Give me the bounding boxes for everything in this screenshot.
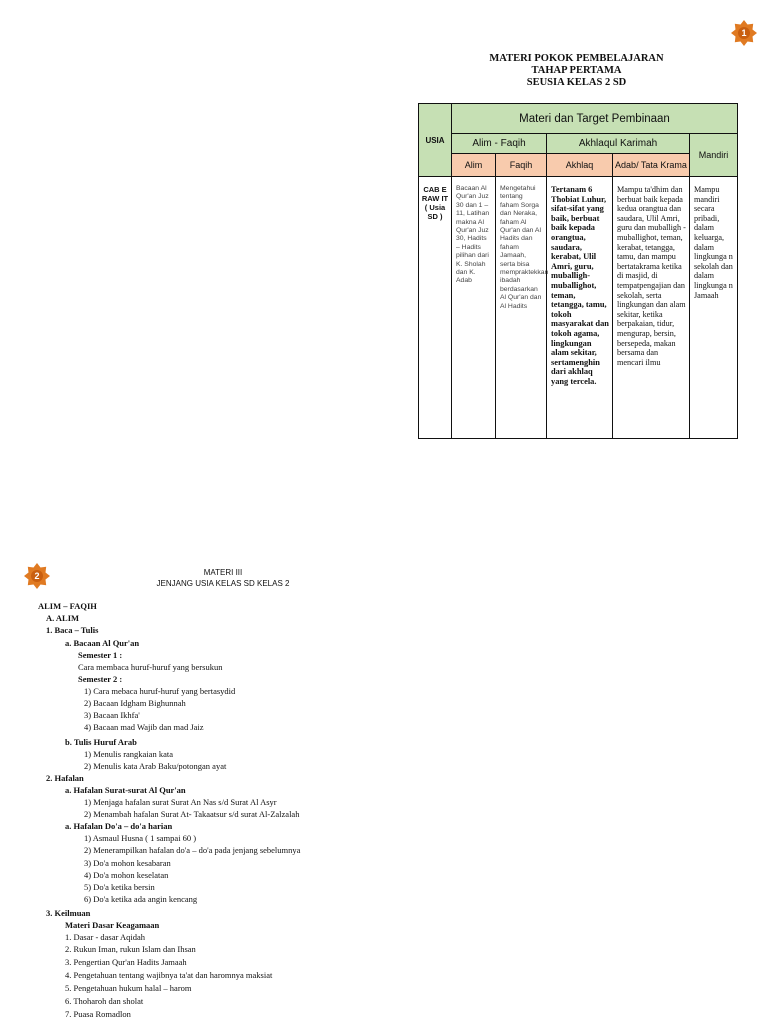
outline-line: 2. Rukun Iman, rukun Islam dan Ihsan [65, 944, 196, 954]
outline-line: a. Bacaan Al Qur'an [65, 638, 140, 648]
outline-line: 2) Menambah hafalan Surat At- Takaatsur s/d surat Al-Zalzalah [84, 809, 300, 819]
outline-line: 7. Puasa Romadlon [65, 1009, 131, 1019]
usia-header: USIA [419, 104, 452, 177]
outline-line: 3) Bacaan Ikhfa' [84, 710, 140, 720]
outline-line: 1) Menulis rangkaian kata [84, 749, 173, 759]
title-line: MATERI POKOK PEMBELAJARAN [489, 53, 664, 64]
outline-line: Semester 1 : [78, 650, 123, 660]
title-line: MATERI III [203, 568, 243, 577]
section2-title [120, 567, 326, 589]
outline-line: Cara membaca huruf-huruf yang bersukun [78, 662, 223, 672]
outline-line: 1. Baca – Tulis [46, 625, 99, 635]
outline-line: 1) Menjaga hafalan surat Surat An Nas s/d Surat Al Asyr [84, 797, 277, 807]
faqih-header: Faqih [496, 154, 547, 177]
page-badge-2 [24, 563, 50, 589]
outline-line: 6) Do'a ketika ada angin kencang [84, 894, 198, 904]
title-line: TAHAP PERTAMA [531, 65, 622, 76]
materi-table [418, 103, 738, 439]
akhlaq-header: Akhlaq [547, 154, 613, 177]
outline-line: 3. Pengertian Qur'an Hadits Jamaah [65, 957, 187, 967]
mandiri-header: Mandiri [690, 134, 738, 177]
outline-line: a. Hafalan Do'a – do'a harian [65, 821, 173, 831]
alim-faqih-header: Alim - Faqih [452, 134, 547, 154]
outline-line: 4. Pengetahuan tentang wajibnya ta'at dan haromnya maksiat [65, 970, 273, 980]
adab-header: Adab/ Tata Krama [613, 154, 690, 177]
outline-line: 3) Do'a mohon kesabaran [84, 858, 171, 868]
outline-line: Semester 2 : [78, 674, 123, 684]
outline-line: 5) Do'a ketika bersin [84, 882, 155, 892]
badge-number: 1 [741, 28, 747, 38]
outline-line: a. Hafalan Surat-surat Al Qur'an [65, 785, 186, 795]
outline-line: 1) Cara mebaca huruf-huruf yang bertasydid [84, 686, 236, 696]
page-badge-1 [731, 20, 757, 46]
outline-line: 5. Pengetahuan hukum halal – harom [65, 983, 192, 993]
title-line: SEUSIA KELAS 2 SD [526, 77, 627, 88]
outline-line: 6. Thoharoh dan sholat [65, 996, 144, 1006]
alim-cell: Bacaan Al Qur'an Juz 30 dan 1 – 11, Latihan makna Al Qur'an Juz 30, Hadits – Hadits pilihan dari K. Sholah dan K. Adab [452, 177, 496, 439]
outline-line: 2) Menulis kata Arab Baku/potongan ayat [84, 761, 227, 771]
outline-line: A. ALIM [46, 613, 80, 623]
outline-line: 1) Asmaul Husna ( 1 sampai 60 ) [84, 833, 197, 843]
outline-line: 4) Bacaan mad Wajib dan mad Jaiz [84, 722, 204, 732]
outline-line: 3. Keilmuan [46, 908, 91, 918]
outline-line: 2. Hafalan [46, 773, 84, 783]
outline-line: 2) Bacaan Idgham Bighunnah [84, 698, 186, 708]
mandiri-cell: Mampu mandiri secara pribadi, dalam keluarga, dalam lingkunga n sekolah dan dalam lingkunga n Jamaah [690, 177, 738, 439]
outline-line: b. Tulis Huruf Arab [65, 737, 137, 747]
outline-line: 4) Do'a mohon keselatan [84, 870, 169, 880]
outline-line: 1. Dasar - dasar Aqidah [65, 932, 146, 942]
faqih-cell: Mengetahui tentang faham Sorga dan Neraka, faham Al Qur'an dan Al Hadits dan faham Jamaah, serta bisa mempraktekkan ibadah berdasarkan Al Qur'an dan Al Hadits [496, 177, 547, 439]
usia-cell: CAB E RAW IT ( Usia SD ) [419, 177, 452, 439]
akhlaqul-karimah-header: Akhlaqul Karimah [547, 134, 690, 154]
outline-line: 2) Menerampilkan hafalan do'a – do'a pada jenjang sebelumnya [84, 845, 301, 855]
badge-number: 2 [34, 571, 40, 581]
akhlaq-cell: Tertanam 6 Thobiat Luhur, sifat-sifat yang baik, berbuat baik kepada orangtua, saudara, kerabat, Ulil Amri, guru, muballigh-muballighot, teman, tetangga, tamu, tokoh masyarakat dan tokoh agama, lingkungan alam sekitar, sertamenghin dari akhlaq yang tercela. [547, 177, 613, 439]
alim-header: Alim [452, 154, 496, 177]
adab-cell: Mampu ta'dhim dan berbuat baik kepada kedua orangtua dan saudara, Ulil Amri, guru dan muballigh - muballighot, teman, kerabat, tetangga, tamu, dan mampu bertatakrama ketika di masjid, di tempatpengajian dan sekolah, serta lingkungan dan alam sekitar, ketika berpakaian, tidur, mengurap, bersin, bersepeda, makan bersama dan mencari ilmu [613, 177, 690, 439]
outline-line: ALIM – FAQIH [38, 601, 97, 611]
title-line: JENJANG USIA KELAS SD KELAS 2 [156, 579, 290, 588]
main-header: Materi dan Target Pembinaan [452, 104, 738, 134]
section1-title [455, 53, 698, 89]
outline-line: Materi Dasar Keagamaan [65, 920, 160, 930]
